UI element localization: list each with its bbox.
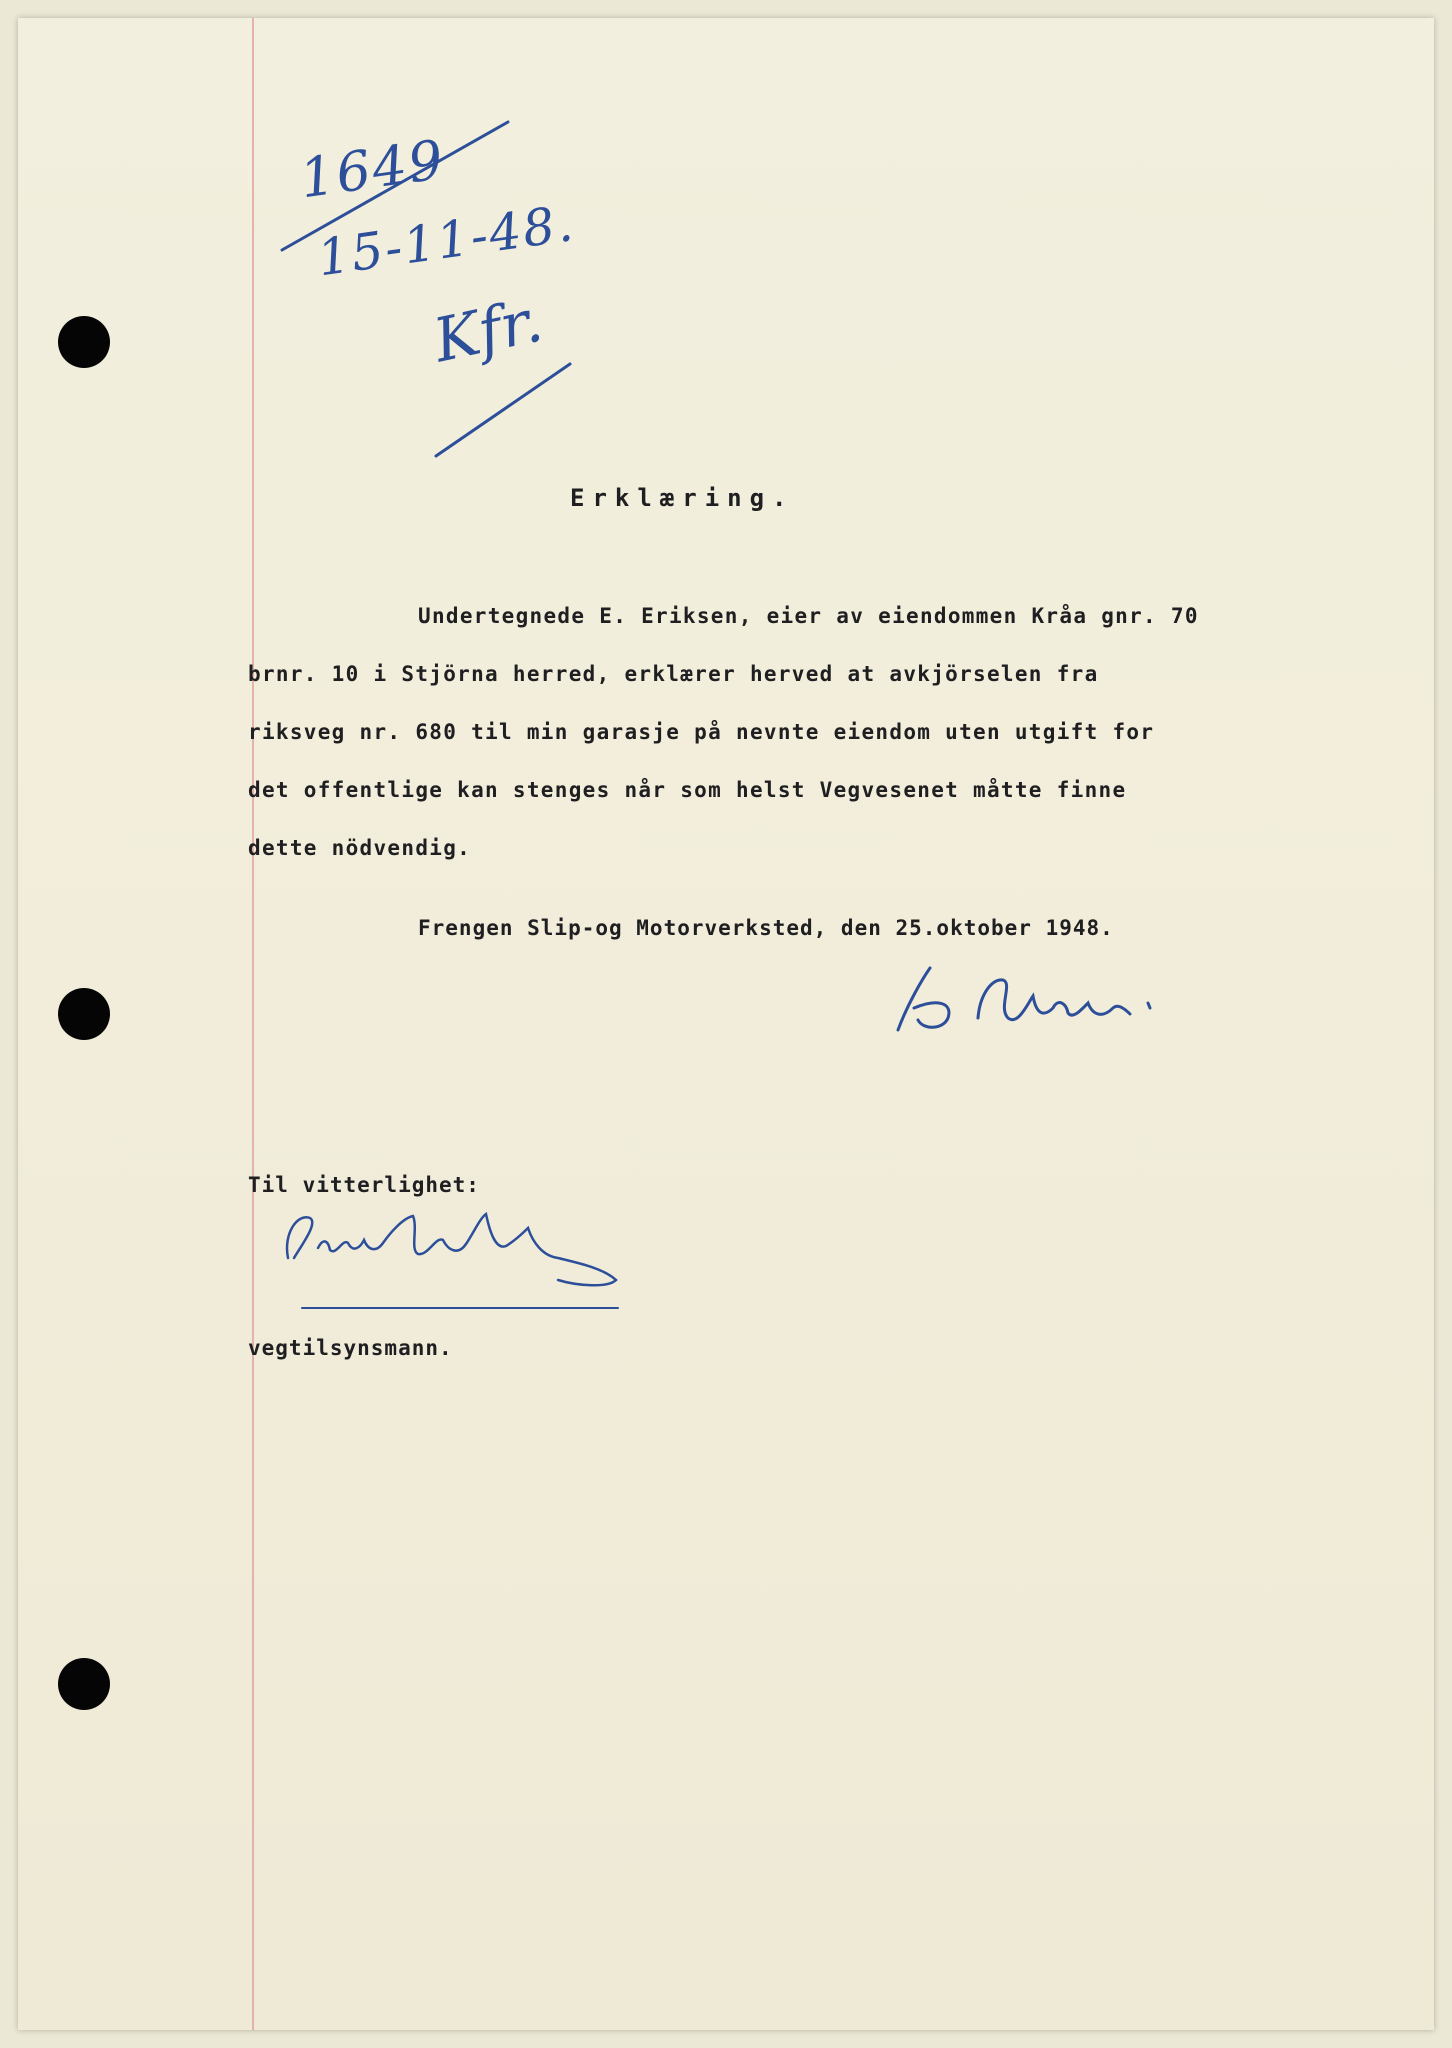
ink-strokes <box>18 18 1434 2030</box>
handwritten-date: 15-11-48. <box>314 194 579 288</box>
initials-underline <box>436 364 570 456</box>
document-heading: Erklæring. <box>570 484 795 512</box>
place-and-date: Frengen Slip-og Motorverksted, den 25.oktober 1948. <box>418 916 1114 940</box>
witness-label: Til vitterlighet: <box>248 1173 480 1197</box>
paragraph-line-2: brnr. 10 i Stjörna herred, erklærer herved at avkjörselen fra <box>248 662 1099 686</box>
handwritten-initials: Kfr. <box>428 285 549 377</box>
handwritten-number: 1649 <box>296 127 449 211</box>
witness-signature-icon <box>287 1214 616 1285</box>
witness-title: vegtilsynsmann. <box>248 1336 453 1360</box>
paragraph-line-1: Undertegnede E. Eriksen, eier av eiendommen Kråa gnr. 70 <box>418 604 1199 628</box>
paragraph-line-4: det offentlige kan stenges når som helst Vegvesenet måtte finne <box>248 778 1127 802</box>
paragraph-line-3: riksveg nr. 680 til min garasje på nevnte eiendom uten utgift for <box>248 720 1155 744</box>
document-page <box>18 18 1434 2030</box>
paragraph-line-5: dette nödvendig. <box>248 836 472 860</box>
fraction-line <box>282 122 508 250</box>
eriksen-signature-icon <box>898 968 1150 1030</box>
